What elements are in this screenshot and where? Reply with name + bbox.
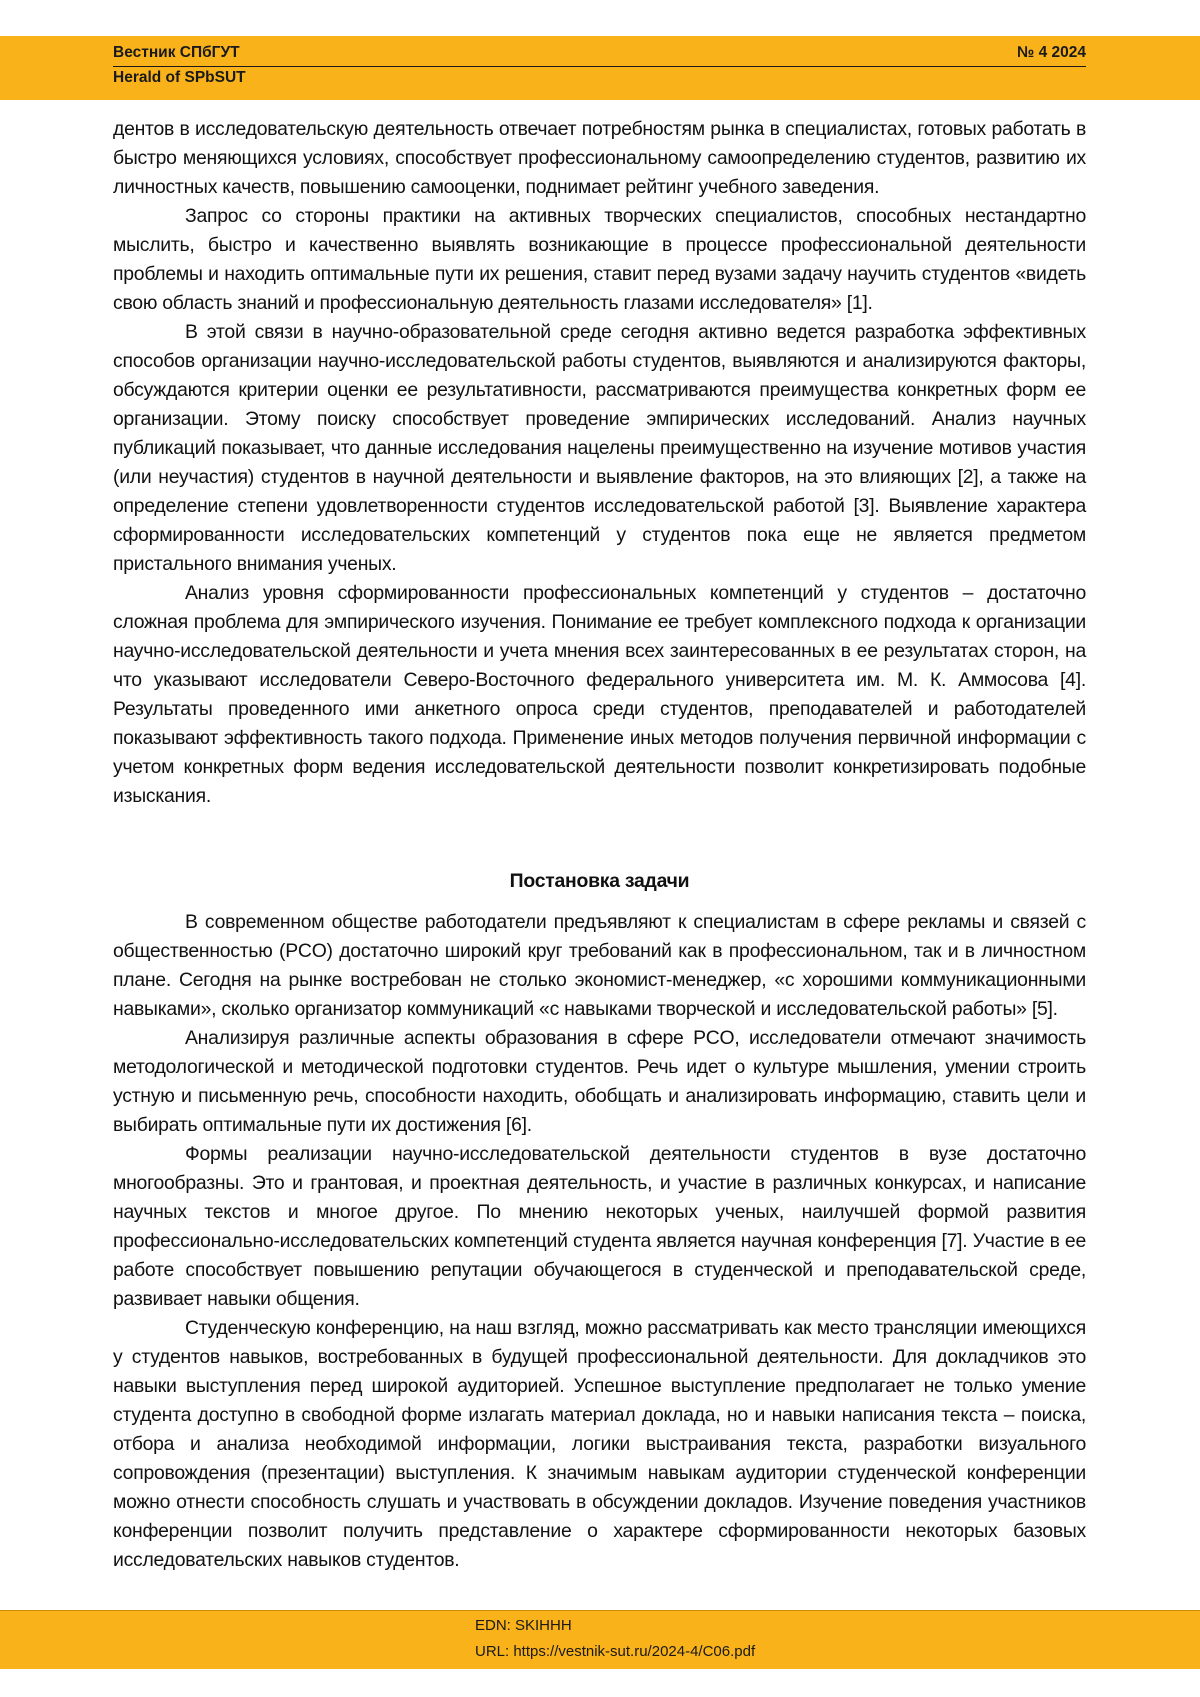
section-heading: Постановка задачи — [509, 870, 690, 892]
paragraph: Студенческую конференцию, на наш взгляд, можно рассматривать как место трансляции имеющихся у студентов навыков, востребованных в будущей профессиональной деятельности. Для докладчиков это навыки выступления перед широкой аудиторией. Успешное выступление предполагает не только умение студента доступно в свободной форме излагать материал доклада, но и навыки написания текста – поиска, отбора и анализа необходимой информации, логики выстраивания текста, разработки визуального сопровождения (презентации) выступления. К значимым навыкам аудитории студенческой конференции можно отнести способность слушать и участвовать в обсуждении докладов. Изучение поведения участников конференции позволит получить представление о характере сформированности некоторых базовых исследовательских навыков студентов. — [113, 1317, 1086, 1571]
article-body — [113, 115, 1086, 1575]
page-header — [0, 36, 1200, 100]
paragraph: В этой связи в научно-образовательной среде сегодня активно ведется разработка эффективных способов организации научно-исследовательской работы студентов, выявляются и анализируются факторы, обсуждаются критерии оценки ее результативности, рассматриваются преимущества конкретных форм ее организации. Этому поиску способствует проведение эмпирических исследований. Анализ научных публикаций показывает, что данные исследования нацелены преимущественно на изучение мотивов участия (или неучастия) студентов в научной деятельности и выявление факторов, на это влияющих [2], а также на определение степени удовлетворенности студентов исследовательской работой [3]. Выявление характера сформированности исследовательских компетенций у студентов пока еще не является предметом пристального внимания ученых. — [113, 321, 1086, 575]
paragraph: В современном обществе работодатели предъявляют к специалистам в сфере рекламы и связей с общественностью (PCO) достаточно широкий круг требований как в профессиональном, так и в личностном плане. Сегодня на рынке востребован не столько экономист-менеджер, «с хорошими коммуникационными навыками», сколько организатор коммуникаций «с навыками творческой и исследовательской работы» [5]. — [113, 911, 1086, 1020]
header-row-top — [113, 44, 1086, 67]
header-row-bottom — [113, 69, 1086, 87]
paragraph: Анализируя различные аспекты образования в сфере PCO, исследователи отмечают значимость методологической и методической подготовки студентов. Речь идет о культуре мышления, умении строить устную и письменную речь, способности находить, обобщать и анализировать информацию, ставить цели и выбирать оптимальные пути их достижения [6]. — [113, 1027, 1086, 1136]
paragraph: дентов в исследовательскую деятельность отвечает потребностям рынка в специалистах, готовых работать в быстро меняющихся условиях, способствует профессиональному самоопределению студентов, развитию их личностных качеств, повышению самооценки, поднимает рейтинг учебного заведения. — [113, 118, 1086, 198]
journal-title-en: Herald of SPbSUT — [113, 69, 246, 86]
paragraph: Анализ уровня сформированности профессиональных компетенций у студентов – достаточно сложная проблема для эмпирического изучения. Понимание ее требует комплексного подхода к организации научно-исследовательской деятельности и учета мнения всех заинтересованных в ее результатах сторон, на что указывают исследователи Северо-Восточного федерального университета им. М. К. Аммосова [4]. Результаты проведенного ими анкетного опроса среди студентов, преподавателей и работодателей показывают эффективность такого подхода. Применение иных методов получения первичной информации с учетом конкретных форм ведения исследовательской деятельности позволит конкретизировать подобные изыскания. — [113, 582, 1086, 807]
paragraph: Запрос со стороны практики на активных творческих специалистов, способных нестандартно мыслить, быстро и качественно выявлять возникающие в процессе профессиональной деятельности проблемы и находить оптимальные пути их решения, ставит перед вузами задачу научить студентов «видеть свою область знаний и профессиональную деятельность глазами исследователя» [1]. — [113, 205, 1086, 314]
edn-code: EDN: SKIHHH — [475, 1617, 572, 1634]
page-footer — [0, 1610, 1200, 1669]
article-url[interactable]: URL: https://vestnik-sut.ru/2024-4/C06.pdf — [475, 1643, 756, 1660]
journal-title-ru: Вестник СПбГУТ — [113, 44, 240, 61]
issue-number: № 4 2024 — [1017, 44, 1086, 61]
paragraph: Формы реализации научно-исследовательской деятельности студентов в вузе достаточно многообразны. Это и грантовая, и проектная деятельность, и участие в различных конкурсах, и написание научных текстов и многое другое. По мнению некоторых ученых, наилучшей формой развития профессионально-исследовательских компетенций студента является научная конференция [7]. Участие в ее работе способствует повышению репутации обучающегося в студенческой и преподавательской среде, развивает навыки общения. — [113, 1143, 1086, 1310]
